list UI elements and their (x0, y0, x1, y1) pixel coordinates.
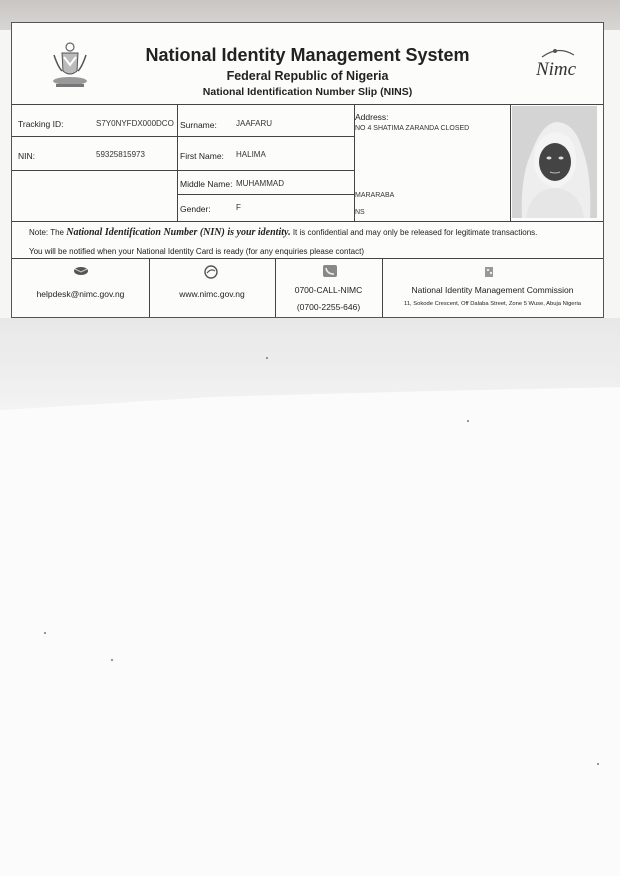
grid-line (510, 104, 511, 221)
grid-line (12, 104, 603, 105)
tracking-id-value: S7Y0NYFDX000DCO (96, 119, 174, 128)
nin-value: 59325815973 (96, 150, 145, 159)
scan-speck (266, 357, 268, 359)
middle-name-value: MUHAMMAD (236, 179, 284, 188)
building-icon (484, 265, 494, 277)
phone-icon (323, 265, 337, 277)
note-suffix: It is confidential and may only be released for legitimate transactions. (292, 228, 538, 237)
note-prefix: Note: The (29, 228, 64, 237)
note-emphasis: National Identification Number (NIN) is your identity. (66, 227, 291, 238)
holder-photo (512, 106, 597, 218)
globe-icon (204, 265, 218, 279)
commission-name: National Identity Management Commission (411, 285, 574, 295)
address-line-3: NS (355, 209, 365, 216)
notification-text: You will be notified when your National Identity Card is ready (for any enquiries please contact) (29, 247, 364, 256)
scan-speck (597, 763, 599, 765)
nin-label: NIN: (18, 151, 35, 161)
grid-line (12, 221, 603, 222)
gender-label: Gender: (180, 204, 211, 214)
grid-line (12, 258, 603, 259)
nin-slip (11, 22, 604, 318)
tracking-id-label: Tracking ID: (18, 119, 64, 129)
phone-label: 0700-CALL-NIMC (294, 285, 363, 295)
confidentiality-note (29, 227, 537, 238)
commission-address (382, 301, 603, 307)
grid-line (177, 104, 178, 221)
middle-name-label: Middle Name: (180, 179, 233, 189)
slip-title: National Identification Number Slip (NINS) (202, 86, 413, 98)
scan-speck (111, 659, 113, 661)
surname-label: Surname: (180, 120, 217, 130)
country-subtitle: Federal Republic of Nigeria (226, 69, 389, 83)
logo-text: Nimc (535, 59, 577, 80)
address-street: Sokode Crescent, Off Dalaba Street, Zone 5 Wuse, Abuja Nigeria (413, 301, 581, 307)
mail-icon (73, 266, 89, 276)
first-name-value: HALIMA (236, 150, 266, 159)
address-line-2: MARARABA (355, 192, 395, 199)
grid-line (12, 136, 354, 137)
first-name-label: First Name: (180, 151, 224, 161)
helpdesk-email: helpdesk@nimc.gov.ng (36, 289, 125, 299)
grid-line (12, 170, 354, 171)
address-number: 11, (404, 301, 412, 307)
address-line-1: NO 4 SHATIMA ZARANDA CLOSED (355, 125, 470, 132)
website-url: www.nimc.gov.ng (179, 289, 245, 299)
gender-value: F (236, 203, 241, 212)
phone-number: (0700-2255-646) (296, 302, 361, 312)
scan-speck (44, 632, 46, 634)
grid-line (149, 258, 150, 317)
address-label: Address: (355, 112, 389, 122)
system-title: National Identity Management System (145, 45, 470, 65)
surname-value: JAAFARU (236, 119, 273, 128)
grid-line (177, 194, 354, 195)
scan-speck (467, 420, 469, 422)
